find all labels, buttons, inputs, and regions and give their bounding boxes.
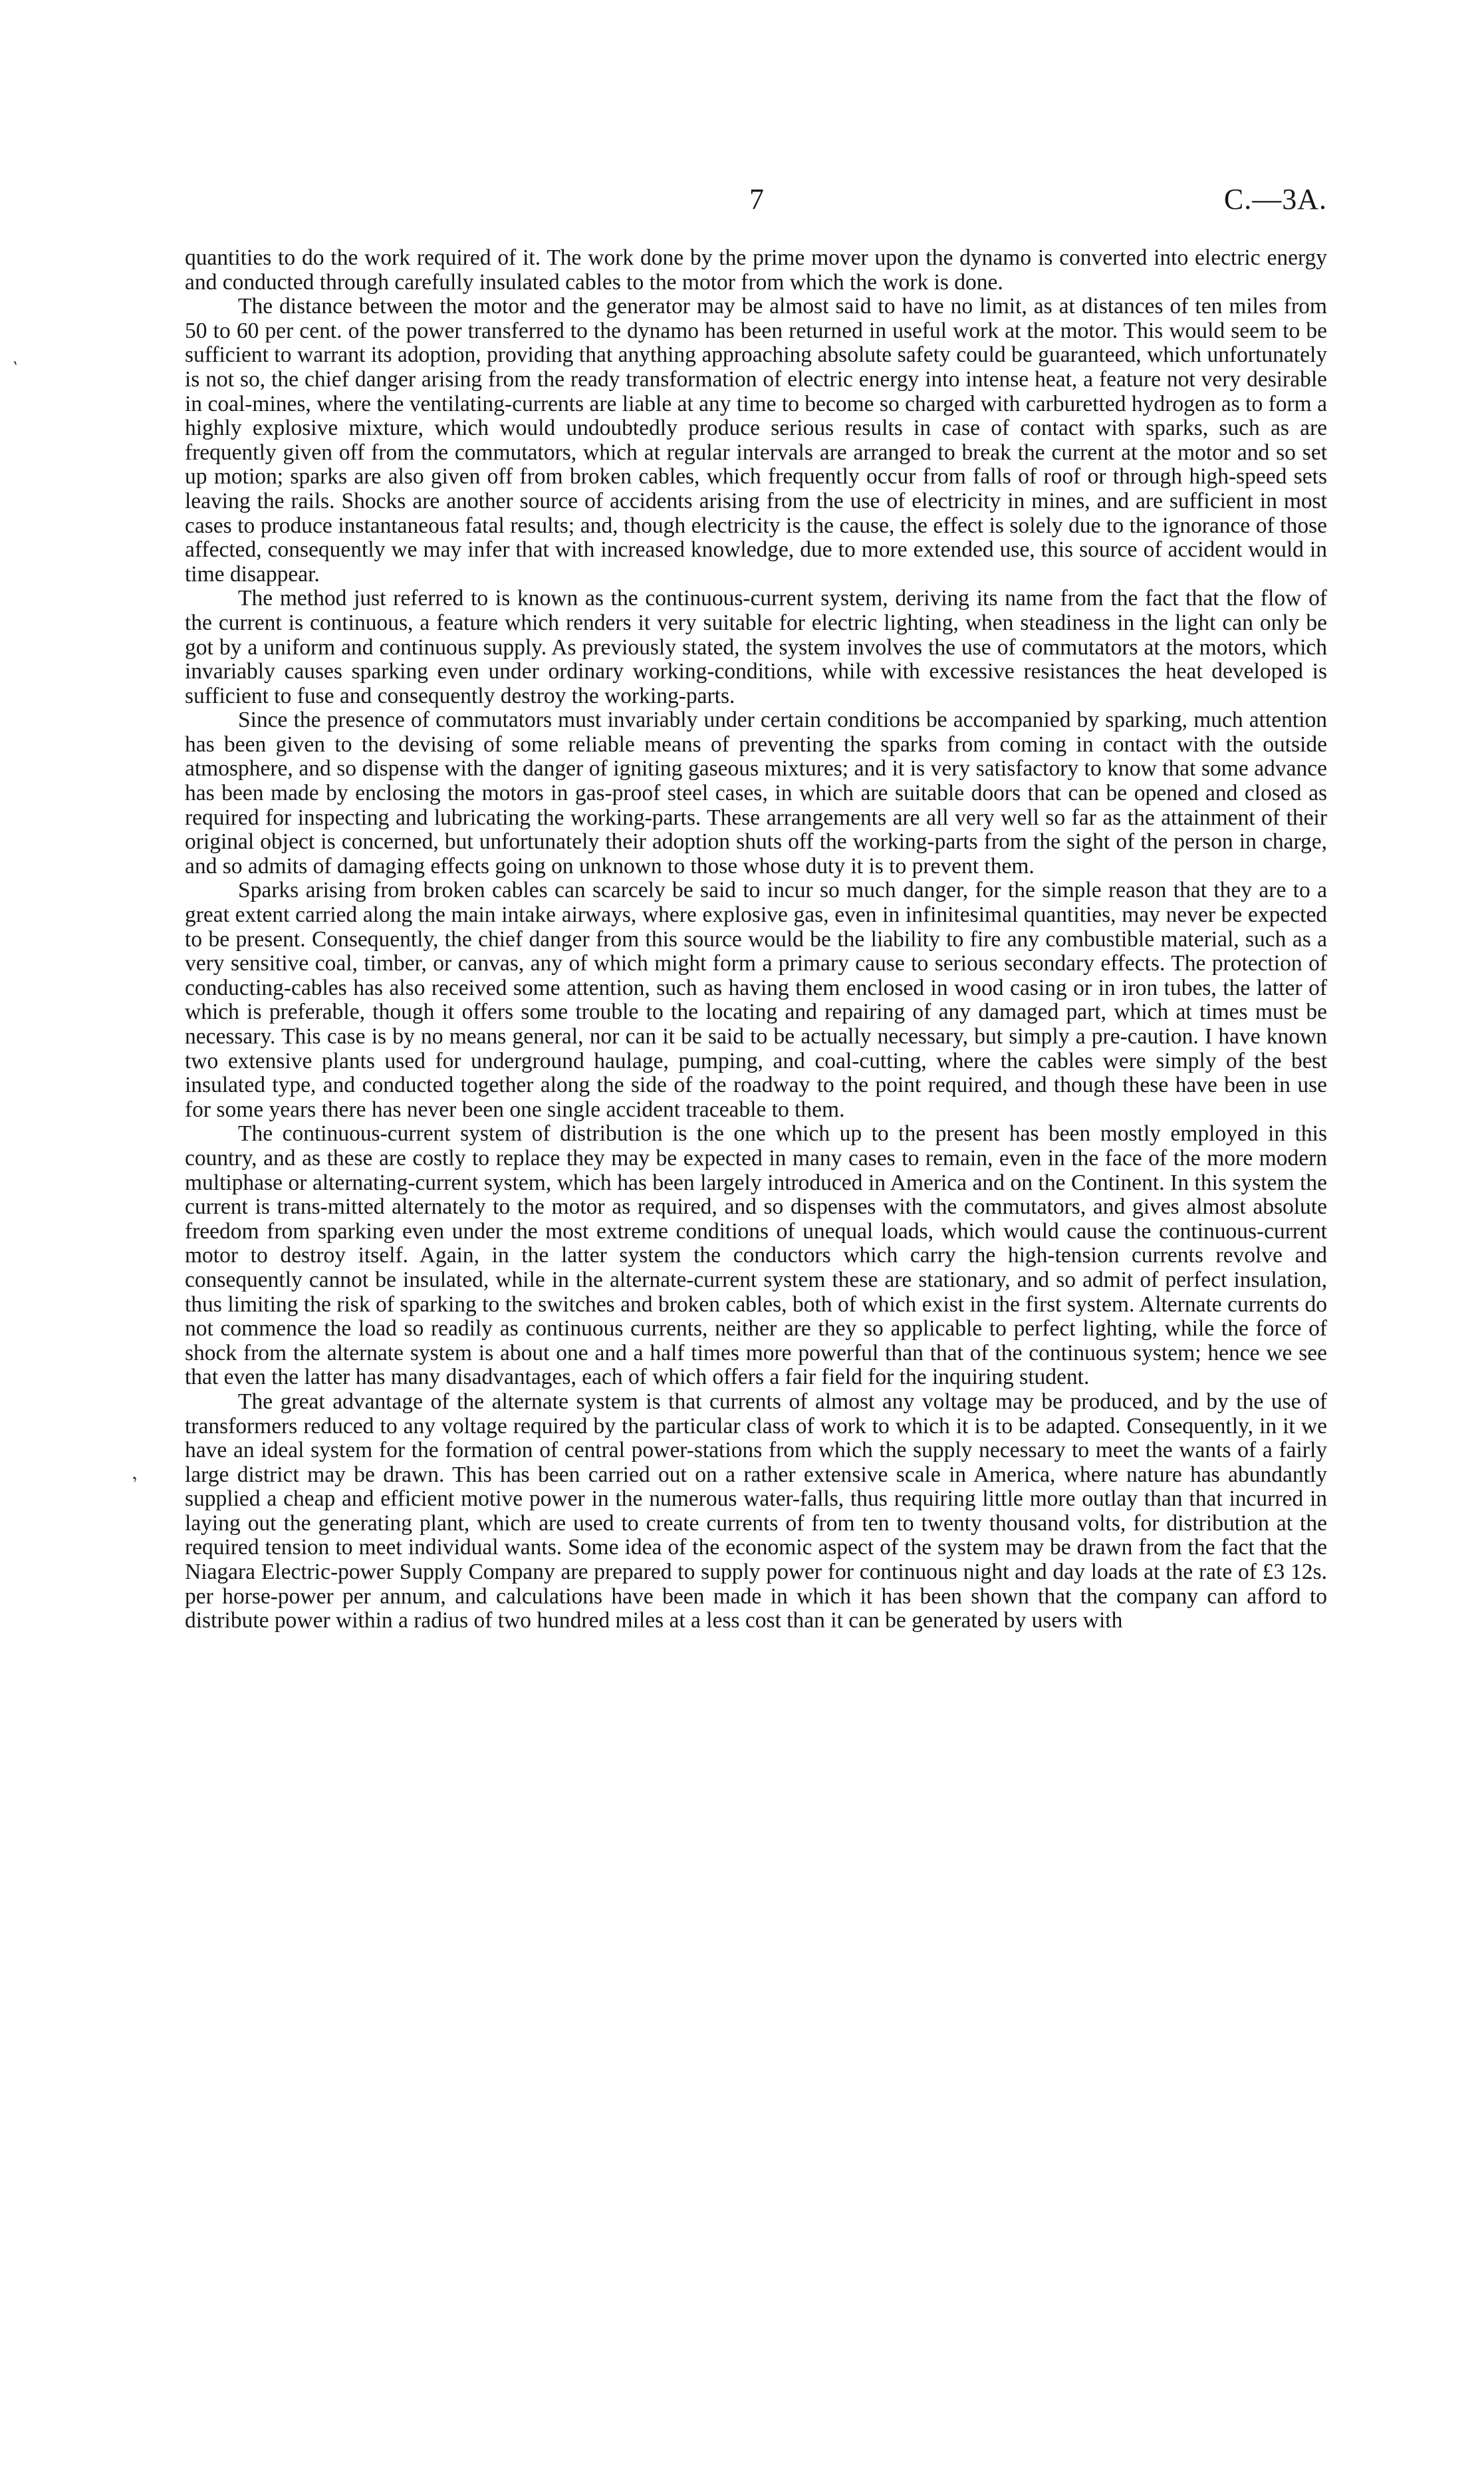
paragraph: The distance between the motor and the generator may be almost said to have no limit, as at distances of ten miles from 50 to 60 per cent. of the power transferred to the dynamo has been returned in useful work at the motor. This would seem to be sufficient to warrant its adoption, providing that anything approaching absolute safety could be guaranteed, which unfortunately is not so, the chief danger arising from the ready transformation of electric energy into intense heat, a feature not very desirable in coal-mines, where the ventilating-currents are liable at any time to become so charged with carburetted hydrogen as to form a highly explosive mixture, which would undoubtedly produce serious results in case of contact with sparks, such as are frequently given off from the commutators, which at regular intervals are arranged to break the current at the motor and so set up motion; sparks are also given off from broken cables, which frequently occur from falls of roof or through high-speed sets leaving the rails. Shocks are another source of accidents arising from the use of electricity in mines, and are sufficient in most cases to produce instantaneous fatal results; and, though electricity is the cause, the effect is solely due to the ignorance of those affected, consequently we may infer that with increased knowledge, due to more extended use, this source of accident would in time disappear. (185, 294, 1327, 587)
page-number: 7 (749, 183, 764, 215)
paragraph: quantities to do the work required of it. The work done by the prime mover upon the dynamo is converted into electric energy and conducted through carefully insulated cables to the motor from which the work is done. (185, 245, 1327, 295)
margin-pencil-mark: ` (5, 357, 21, 380)
page-header (185, 180, 1327, 219)
paragraph: The continuous-current system of distribution is the one which up to the present has been mostly employed in this country, and as these are costly to replace they may be expected in many cases to remain, even in the face of the more modern multiphase or alternating-current system, which has been largely introduced in America and on the Continent. In this system the current is trans-mitted alternately to the motor as required, and so dispenses with the commutators, and gives almost absolute freedom from sparking even under the most extreme conditions of unequal loads, which would cause the continuous-current motor to destroy itself. Again, in the latter system the conductors which carry the high-tension currents revolve and consequently cannot be insulated, while in the alternate-current system these are stationary, and so admit of perfect insulation, thus limiting the risk of sparking to the switches and broken cables, both of which exist in the first system. Alternate currents do not commence the load so readily as continuous currents, neither are they so applicable to perfect lighting, while the force of shock from the alternate system is about one and a half times more powerful than that of the continuous system; hence we see that even the latter has many disadvantages, each of which offers a fair field for the inquiring student. (185, 1121, 1327, 1390)
paragraph: The great advantage of the alternate system is that currents of almost any voltage may be produced, and by the use of transformers reduced to any voltage required by the particular class of work to which it is to be adapted. Consequently, in it we have an ideal system for the formation of central power-stations from which the supply necessary to meet the wants of a fairly large district may be drawn. This has been carried out on a rather extensive scale in America, where nature has abundantly supplied a cheap and efficient motive power in the numerous water-falls, thus requiring little more outlay than that incurred in laying out the generating plant, which are used to create currents of from ten to twenty thousand volts, for distribution at the required tension to meet individual wants. Some idea of the economic aspect of the system may be drawn from the fact that the Niagara Electric-power Supply Company are prepared to supply power for continuous night and day loads at the rate of £3 12s. per horse-power per annum, and calculations have been made in which it has been shown that the company can afford to distribute power within a radius of two hundred miles at a less cost than it can be generated by users with (185, 1389, 1327, 1633)
paragraph: Sparks arising from broken cables can scarcely be said to incur so much danger, for the simple reason that they are to a great extent carried along the main intake airways, where explosive gas, even in infinitesimal quantities, may never be expected to be present. Consequently, the chief danger from this source would be the liability to fire any combustible material, such as a very sensitive coal, timber, or canvas, any of which might form a primary cause to serious secondary effects. The protection of conducting-cables has also received some attention, such as having them enclosed in wood casing or in iron tubes, the latter of which is preferable, though it offers some trouble to the locating and repairing of any damaged part, which at times must be necessary. This case is by no means general, nor can it be said to be actually necessary, but simply a pre-caution. I have known two extensive plants used for underground haulage, pumping, and coal-cutting, where the cables were simply of the best insulated type, and conducted together along the side of the roadway to the point required, and though these have been in use for some years there has never been one single accident traceable to them. (185, 878, 1327, 1122)
paragraph: The method just referred to is known as the continuous-current system, deriving its name from the fact that the flow of the current is continuous, a feature which renders it very suitable for electric lighting, when steadiness in the light can only be got by a uniform and continuous supply. As previously stated, the system involves the use of commutators at the motors, which invariably causes sparking even under ordinary working-conditions, while with excessive resistances the heat developed is sufficient to fuse and consequently destroy the working-parts. (185, 586, 1327, 708)
margin-pencil-mark: , (126, 1461, 139, 1484)
document-reference: C.—3A. (1223, 183, 1327, 215)
paragraph: Since the presence of commutators must invariably under certain conditions be accompanied by sparking, much attention has been given to the devising of some reliable means of preventing the sparks from coming in contact with the outside atmosphere, and so dispense with the danger of igniting gaseous mixtures; and it is very satisfactory to know that some advance has been made by enclosing the motors in gas-proof steel cases, in which are suitable doors that can be opened and closed as required for inspecting and lubricating the working-parts. These arrangements are all very well so far as the attainment of their original object is concerned, but unfortunately their adoption shuts off the working-parts from the sight of the person in charge, and so admits of damaging effects going on unknown to those whose duty it is to prevent them. (185, 708, 1327, 879)
body-text (185, 246, 1327, 1633)
